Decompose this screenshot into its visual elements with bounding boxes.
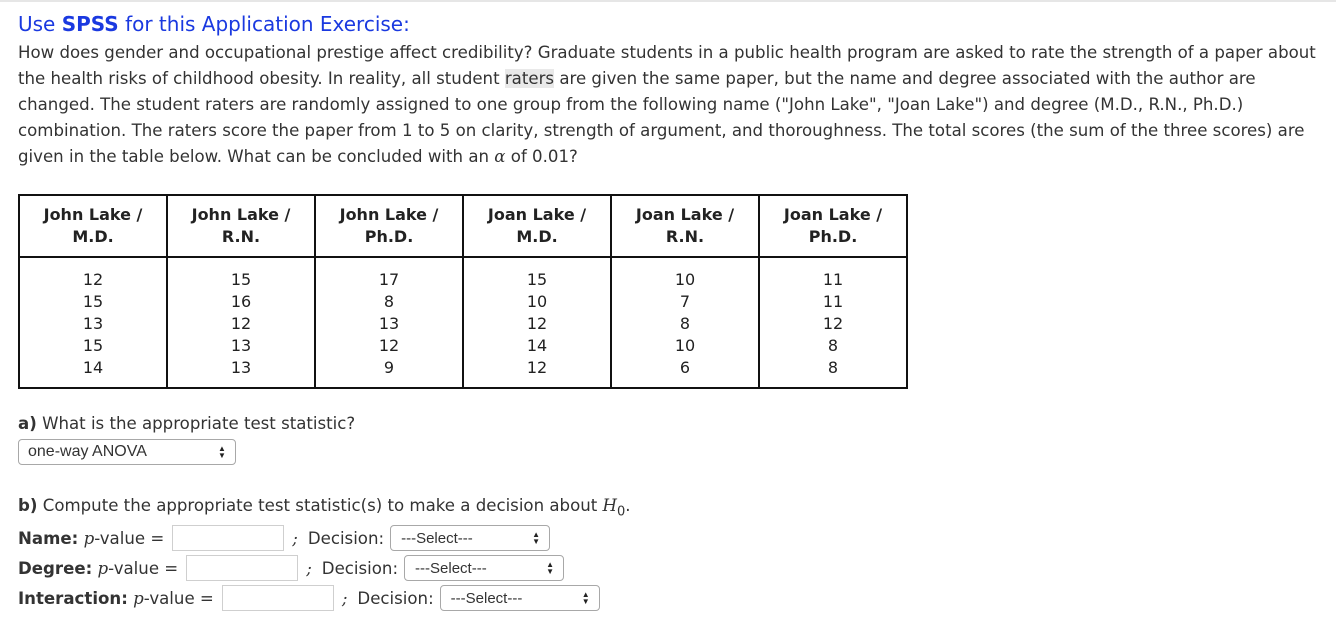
data-column: 17 8 13 12 9 bbox=[315, 257, 463, 388]
table-data-row bbox=[19, 257, 907, 388]
question-highlight: raters bbox=[504, 69, 555, 88]
part-b-label: b) bbox=[18, 496, 38, 515]
degree-label: Degree bbox=[18, 558, 86, 578]
updown-arrows-icon: ▲ ▼ bbox=[532, 530, 541, 546]
data-column: 10 7 8 10 6 bbox=[611, 257, 759, 388]
part-a-question bbox=[18, 414, 355, 433]
degree-pvalue-input[interactable] bbox=[186, 555, 298, 581]
data-column: 11 11 12 8 8 bbox=[759, 257, 907, 388]
question-part2: are given the same paper, but the name and degree associated with the author are changed. The student raters are randomly assigned to one group from the following name ("John Lake", "Joan Lake") and degree (M.D., R.N., Ph.D.) combination. The raters score the paper from 1 to 5 on clarity, strength of argument, and thoroughness. The total scores (the sum of the three scores) are given in the table below. What can be concluded with an bbox=[18, 69, 1305, 166]
h0-symbol: $H_0$ bbox=[602, 496, 626, 520]
test-statistic-selected-value: one-way ANOVA bbox=[28, 443, 147, 460]
heading-prefix: Use bbox=[18, 12, 62, 36]
heading-suffix: for this Application Exercise: bbox=[118, 12, 410, 36]
interaction-label: Interaction bbox=[18, 588, 122, 608]
degree-decision-select[interactable]: ---Select--- ▲ ▼ bbox=[404, 555, 564, 581]
top-divider bbox=[0, 0, 1336, 2]
interaction-pvalue-input[interactable] bbox=[222, 585, 334, 611]
updown-arrows-icon: ▲ ▼ bbox=[546, 560, 554, 576]
test-statistic-select[interactable] bbox=[18, 439, 236, 465]
alpha-symbol: α bbox=[494, 147, 506, 166]
data-column: 12 15 13 15 14 bbox=[19, 257, 167, 388]
column-header: John Lake / R.N. bbox=[167, 195, 315, 257]
part-b-text: Compute the appropriate test statistic(s) to make a decision about bbox=[37, 496, 603, 515]
name-label: Name bbox=[18, 528, 72, 548]
updown-arrows-icon: ▲ ▼ bbox=[218, 444, 226, 460]
table-header-row bbox=[19, 195, 907, 257]
interaction-decision-label: Decision: bbox=[357, 588, 434, 608]
question-part1: How does gender and occupational prestige affect credibility? Graduate students in a public health program are asked to rate the strength of a paper about the health risks of childhood obesity. In reality, all student bbox=[18, 43, 1316, 88]
interaction-decision-select[interactable]: ---Select--- ▲ ▼ bbox=[440, 585, 600, 611]
scores-table bbox=[18, 194, 908, 389]
question-text bbox=[18, 40, 1318, 170]
part-a-text: What is the appropriate test statistic? bbox=[36, 414, 356, 433]
column-header: John Lake / M.D. bbox=[19, 195, 167, 257]
part-a-label: a) bbox=[18, 414, 37, 433]
degree-decision-label: Decision: bbox=[321, 558, 399, 578]
part-b-question: b) Compute the appropriate test statistic(s) to make a decision about $H_0$. bbox=[18, 496, 631, 520]
degree-row: Degree : p -value = ; Decision: ---Select--- ▲ ▼ bbox=[18, 555, 564, 581]
name-decision-select[interactable]: ---Select--- ▲ ▼ bbox=[390, 525, 550, 551]
data-column: 15 16 12 13 13 bbox=[167, 257, 315, 388]
interaction-row: Interaction : p -value = ; Decision: ---Select--- ▲ ▼ bbox=[18, 585, 600, 611]
exercise-heading bbox=[18, 12, 410, 36]
updown-arrows-icon: ▲ ▼ bbox=[581, 590, 590, 606]
column-header: Joan Lake / Ph.D. bbox=[759, 195, 907, 257]
column-header: John Lake / Ph.D. bbox=[315, 195, 463, 257]
name-pvalue-input[interactable] bbox=[172, 525, 284, 551]
heading-tool-name: SPSS bbox=[61, 12, 119, 36]
question-part3: of 0.01? bbox=[505, 147, 578, 166]
name-row: Name : p -value = ; Decision: ---Select--- ▲ ▼ bbox=[18, 525, 550, 551]
column-header: Joan Lake / M.D. bbox=[463, 195, 611, 257]
data-column: 15 10 12 14 12 bbox=[463, 257, 611, 388]
name-decision-label: Decision: bbox=[307, 528, 385, 548]
column-header: Joan Lake / R.N. bbox=[611, 195, 759, 257]
